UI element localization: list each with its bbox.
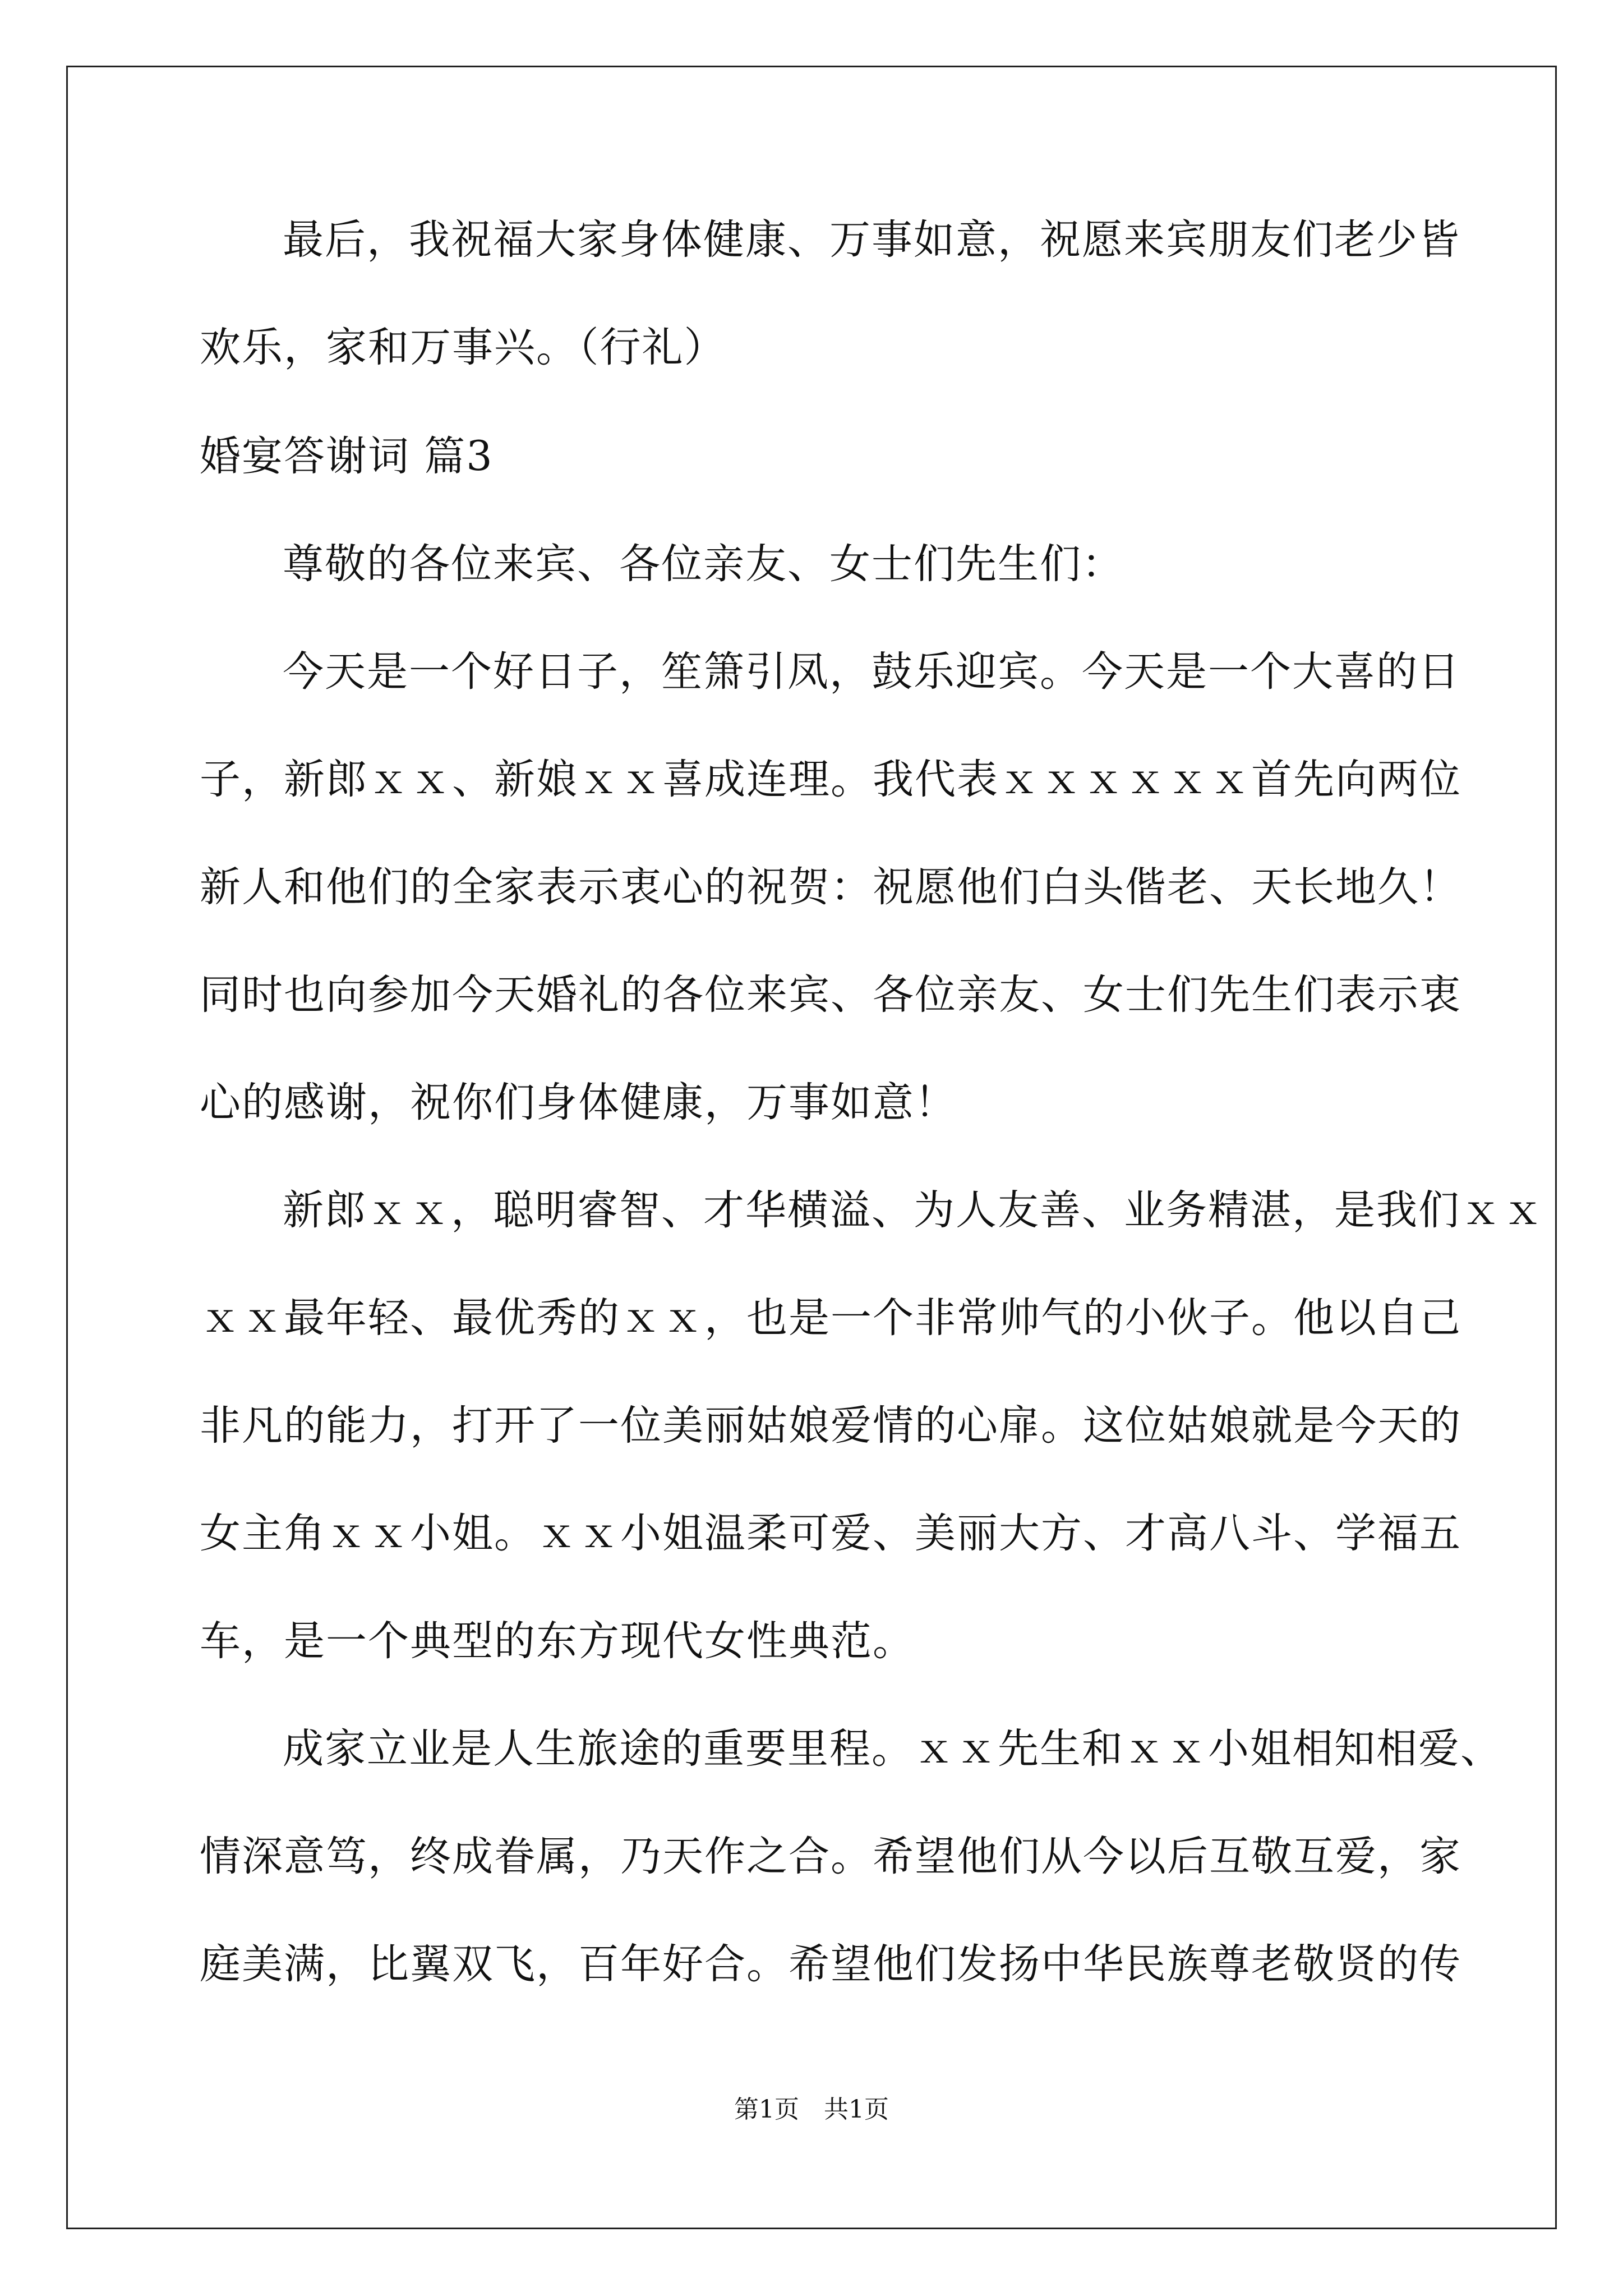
paragraph-line: 欢乐，家和万事兴。（行礼）: [200, 324, 726, 371]
section-heading: 婚宴答谢词 篇3: [200, 432, 494, 480]
salutation: 尊敬的各位来宾、各位亲友、女士们先生们：: [283, 540, 1124, 588]
paragraph-line: 最后，我祝福大家身体健康、万事如意，祝愿来宾朋友们老少皆: [283, 216, 1460, 264]
paragraph-line: 成家立业是人生旅途的重要里程。ｘｘ先生和ｘｘ小姐相知相爱、: [283, 1725, 1502, 1773]
paragraph-line: ｘｘ最年轻、最优秀的ｘｘ，也是一个非常帅气的小伙子。他以自己: [200, 1294, 1461, 1342]
page-footer: 第1页 共1页: [734, 2095, 889, 2124]
paragraph-line: 车，是一个典型的东方现代女性典范。: [200, 1617, 915, 1665]
paragraph-line: 情深意笃，终成眷属，乃天作之合。希望他们从今以后互敬互爱，家: [200, 1833, 1461, 1880]
paragraph-line: 今天是一个好日子，笙箫引凤，鼓乐迎宾。今天是一个大喜的日: [283, 648, 1460, 696]
page-border: [66, 66, 1557, 2229]
paragraph-line: 庭美满，比翼双飞，百年好合。希望他们发扬中华民族尊老敬贤的传: [200, 1940, 1461, 1988]
paragraph-line: 新郎ｘｘ，聪明睿智、才华横溢、为人友善、业务精湛，是我们ｘｘ: [283, 1186, 1544, 1234]
paragraph-line: 女主角ｘｘ小姐。ｘｘ小姐温柔可爱、美丽大方、才高八斗、学福五: [200, 1510, 1461, 1557]
paragraph-line: 同时也向参加今天婚礼的各位来宾、各位亲友、女士们先生们表示衷: [200, 971, 1461, 1019]
paragraph-line: 心的感谢，祝你们身体健康，万事如意！: [200, 1079, 957, 1126]
paragraph-line: 新人和他们的全家表示衷心的祝贺：祝愿他们白头偕老、天长地久！: [200, 863, 1461, 911]
paragraph-line: 非凡的能力，打开了一位美丽姑娘爱情的心扉。这位姑娘就是今天的: [200, 1402, 1461, 1450]
paragraph-line: 子，新郎ｘｘ、新娘ｘｘ喜成连理。我代表ｘｘｘｘｘｘ首先向两位: [200, 756, 1461, 803]
